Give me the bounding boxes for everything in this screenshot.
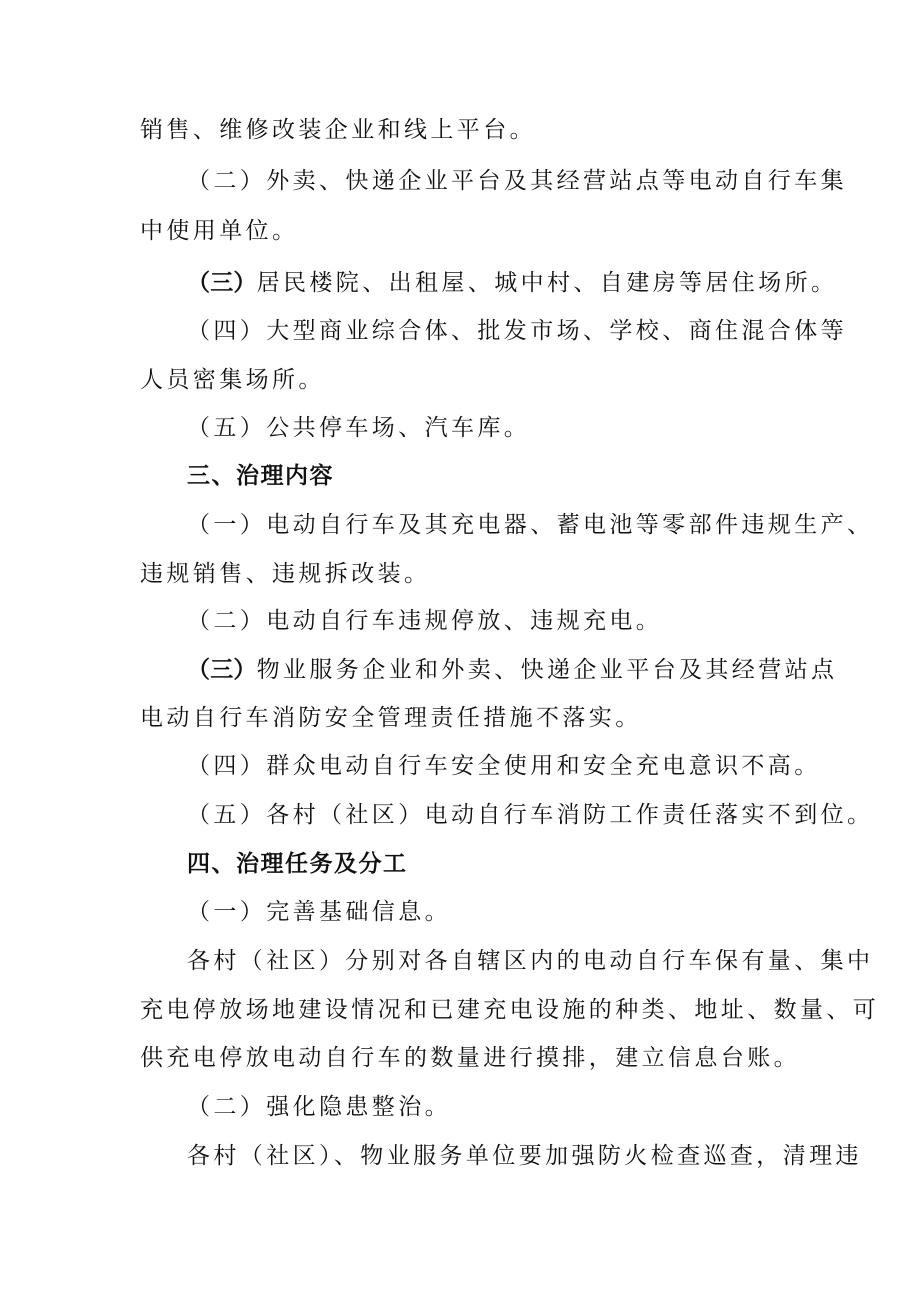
paragraph-line [140, 703, 642, 733]
line-text: 电动自行车违规停放、违规充电。 [266, 608, 663, 634]
list-marker: （二） [187, 168, 267, 194]
list-item-line [187, 751, 821, 781]
heading-text: 四、治理任务及分工 [187, 851, 408, 877]
list-item-line [187, 606, 662, 636]
section-heading [187, 461, 334, 491]
line-text: 公共停车场、汽车库。 [266, 415, 531, 441]
list-marker: （三） [187, 656, 257, 683]
list-item-line [187, 897, 451, 927]
list-item-line [187, 413, 530, 443]
line-text: 大型商业综合体、批发市场、学校、商住混合体等 [266, 318, 848, 344]
line-text: 外卖、快递企业平台及其经营站点等电动自行车集 [266, 168, 848, 194]
line-text: 居民楼院、出租屋、城中村、自建房等居住场所。 [256, 270, 838, 296]
line-text: 物业服务企业和外卖、快递企业平台及其经营站点 [256, 657, 838, 683]
list-item-line [187, 1092, 451, 1122]
line-text: 销售、维修改装企业和线上平台。 [140, 117, 536, 143]
list-item-line [187, 510, 873, 540]
paragraph-line [140, 365, 325, 395]
list-item-line [187, 268, 837, 298]
heading-text: 三、治理内容 [187, 463, 334, 489]
paragraph-line [140, 216, 298, 246]
paragraph-line [140, 995, 879, 1025]
list-marker: （二） [187, 1094, 267, 1120]
list-marker: （一） [187, 512, 267, 538]
paragraph-line [140, 1043, 800, 1073]
line-text: 群众电动自行车安全使用和安全充电意识不高。 [266, 753, 821, 779]
line-text: 人员密集场所。 [140, 367, 325, 393]
paragraph-line [187, 946, 873, 976]
list-item-line [187, 316, 847, 346]
line-text: 强化隐患整治。 [266, 1094, 452, 1120]
paragraph-line [140, 559, 430, 589]
list-marker: （二） [187, 608, 267, 634]
list-marker: （五） [187, 802, 267, 828]
line-text: 供充电停放电动自行车的数量进行摸排，建立信息台账。 [140, 1045, 800, 1071]
line-text: 各村（社区）分别对各自辖区内的电动自行车保有量、集中 [187, 948, 874, 974]
list-marker: （一） [187, 899, 267, 925]
paragraph-line [187, 1141, 862, 1171]
line-text: 电动自行车消防安全管理责任措施不落实。 [140, 705, 642, 731]
section-heading [187, 849, 408, 879]
list-marker: （四） [187, 318, 267, 344]
list-marker: （四） [187, 753, 267, 779]
line-text: 中使用单位。 [140, 218, 299, 244]
list-marker: （三） [187, 269, 257, 296]
paragraph-line [140, 115, 536, 145]
line-text: 电动自行车及其充电器、蓄电池等零部件违规生产、 [266, 512, 874, 538]
line-text: 各村（社区）、物业服务单位要加强防火检查巡查，清理违 [187, 1143, 862, 1169]
line-text: 违规销售、违规拆改装。 [140, 561, 431, 587]
list-item-line [187, 166, 847, 196]
line-text: 各村（社区）电动自行车消防工作责任落实不到位。 [266, 802, 874, 828]
list-item-line [187, 800, 873, 830]
line-text: 完善基础信息。 [266, 899, 452, 925]
list-marker: （五） [187, 415, 267, 441]
line-text: 充电停放场地建设情况和已建充电设施的种类、地址、数量、可 [140, 997, 880, 1023]
list-item-line [187, 655, 837, 685]
